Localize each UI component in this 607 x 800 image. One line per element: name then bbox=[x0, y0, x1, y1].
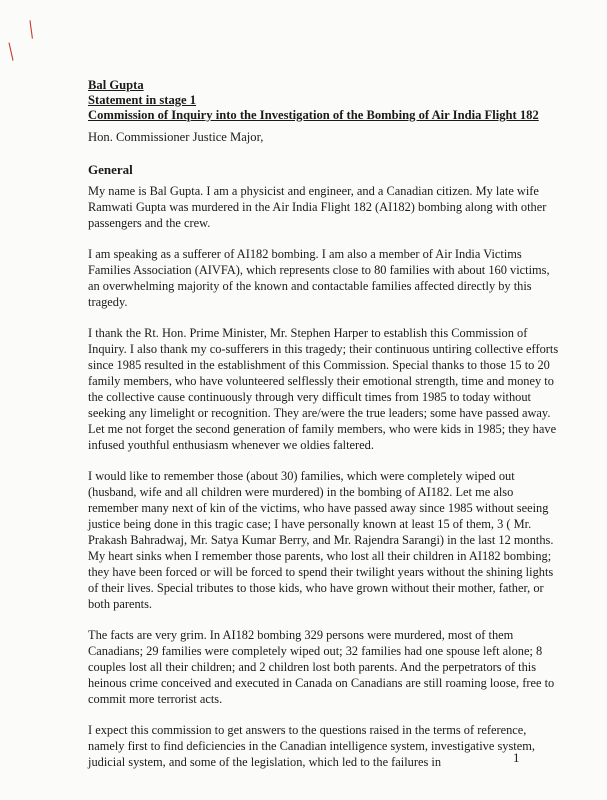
paragraph: I expect this commission to get answers to the questions raised in the terms of reference, namely first to find deficiencies in the Canadian intelligence system, investigative system, judicial system, and some of the legislation, which led to the failures in bbox=[88, 723, 535, 769]
paragraph: I am speaking as a sufferer of AI182 bombing. I am also a member of Air India Victims Families Association (AIVFA), which represents close to 80 families with about 160 victims, an overwhelming majority of the known and contactable families affected directly by this tragedy. bbox=[88, 247, 550, 309]
paragraph: The facts are very grim. In AI182 bombing 329 persons were murdered, most of them Canadians; 29 families were completely wiped out; 32 families had one spouse left alone; 8 couples lost all their children; and 2 children lost both parents. And the perpetrators of this heinous crime conceived and executed in Canada on Canadians are still roaming loose, free to commit more terrorist acts. bbox=[88, 628, 555, 706]
paragraph: I thank the Rt. Hon. Prime Minister, Mr. Stephen Harper to establish this Commission of Inquiry. I also thank my co-sufferers in this tragedy; their continuous untiring collective efforts since 1985 resulted in the establishment of this Commission. Special thanks to those 15 to 20 family members, who have volunteered selflessly their emotional strength, time and money to the collective cause continuously through very difficult times from 1985 to today without seeking any limelight or recognition. They are/were the true leaders; some have passed away. Let me not forget the second generation of family members, who were kids in 1985; they have infused youthful enthusiasm whenever we oldies faltered. bbox=[88, 326, 559, 452]
paragraph: I would like to remember those (about 30) families, which were completely wiped out (husband, wife and all children were murdered) in the bombing of AI182. Let me also remember many next of kin of the victims, who have passed away since 1985 without seeing justice being done in this tragic case; I have personally known at least 15 of them, 3 ( Mr. Prakash Bahradwaj, Mr. Satya Kumar Berry, and Mr. Rajendra Sarangi) in the last 12 months. My heart sinks when I remember those parents, who lost all their children in AI182 bombing; they have been forced or will be forced to spend their twilight years without the shining lights of their lives. Special tributes to those kids, who have grown without their mother, father, or both parents. bbox=[88, 469, 554, 611]
paragraph: My name is Bal Gupta. I am a physicist and engineer, and a Canadian citizen. My late wife Ramwati Gupta was murdered in the Air India Flight 182 (AI182) bombing along with other passengers and the crew. bbox=[88, 184, 547, 230]
document-title: Commission of Inquiry into the Investigation of the Bombing of Air India Flight 182 bbox=[88, 108, 539, 122]
page-number: 1 bbox=[513, 750, 520, 765]
pen-mark: ╱ bbox=[3, 44, 20, 62]
pen-mark: ╱ bbox=[24, 22, 40, 40]
body-text bbox=[88, 183, 564, 785]
author-name: Bal Gupta bbox=[88, 78, 144, 92]
section-heading: General bbox=[88, 162, 133, 177]
statement-stage: Statement in stage 1 bbox=[88, 93, 197, 107]
salutation: Hon. Commissioner Justice Major, bbox=[88, 130, 264, 144]
document-header bbox=[88, 78, 568, 123]
